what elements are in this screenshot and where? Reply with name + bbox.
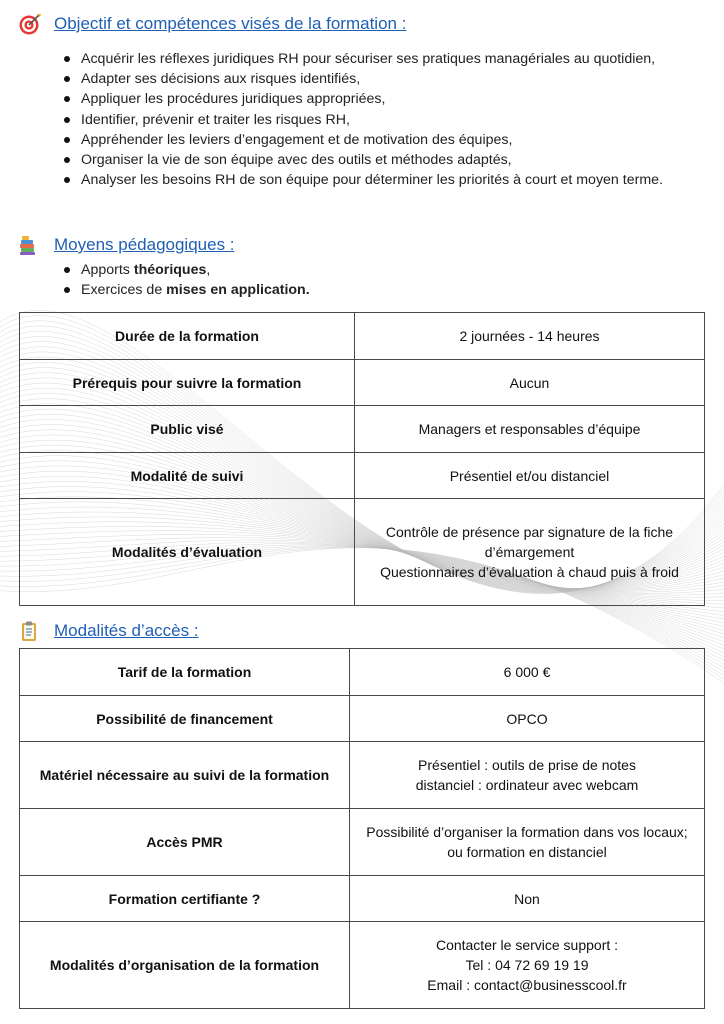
value-line: Non [514,890,540,907]
list-item: Analyser les besoins RH de son équipe pour déterminer les priorités à court et moyen terme. [61,170,695,190]
list-item: Adapter ses décisions aux risques identifiés, [61,69,695,89]
row-label: Modalités d’évaluation [20,499,355,606]
row-label: Public visé [20,406,355,453]
pedagogy-heading [18,233,235,257]
item-text: , [206,262,211,278]
item-bold-text: théoriques [133,262,207,278]
target-icon [18,12,44,36]
row-value [350,809,705,876]
value-line: 6 000 € [503,664,551,680]
row-label: Durée de la formation [20,313,355,360]
table-row [20,406,705,453]
value-line: Aucun [509,374,550,391]
access-title: Modalités d’accès : [54,621,199,640]
table-row [20,649,705,696]
pedagogy-title: Moyens pédagogiques : [54,235,235,254]
value-line: Contacter le service support : [435,937,619,953]
row-value [355,453,705,499]
row-label: Modalités d’organisation de la formation [20,922,350,1009]
row-value [355,499,705,606]
row-label: Possibilité de financement [20,696,350,742]
row-value [350,876,705,922]
item-text: Exercices de [81,282,167,299]
list-item: Organiser la vie de son équipe avec des outils et méthodes adaptés, [61,150,695,170]
table-row [20,360,705,406]
objectives-heading [18,12,406,36]
row-label: Accès PMR [20,809,350,876]
row-value [350,742,705,809]
row-label: Tarif de la formation [20,649,350,696]
list-item [61,280,661,300]
value-line: Managers et responsables d’équipe [418,421,641,437]
table-row [20,453,705,499]
list-item: Acquérir les réflexes juridiques RH pour sécuriser ses pratiques managériales au quotidien, [61,49,695,69]
row-label: Prérequis pour suivre la formation [20,360,355,406]
value-line: Questionnaires d’évaluation à chaud puis à froid [380,564,679,580]
access-heading [18,619,199,643]
list-item: Appréhender les leviers d’engagement et de motivation des équipes, [61,130,695,150]
table-row [20,499,705,606]
item-text: Apports [81,262,134,278]
table-row [20,742,705,809]
row-value [355,360,705,406]
row-label: Modalité de suivi [20,453,355,499]
table-row [20,922,705,1009]
item-bold-text: mises en application. [166,282,310,299]
objectives-title: Objectif et compétences visés de la formation : [54,14,407,33]
books-icon [18,233,44,257]
table-row [20,876,705,922]
value-line: Présentiel et/ou distanciel [449,467,610,484]
value-line: Tel : 04 72 69 19 19 [465,957,589,973]
list-item [61,260,661,280]
value-line: distanciel : ordinateur avec webcam [415,777,639,793]
value-line: 2 journées - 14 heures [459,328,600,344]
row-value [350,649,705,696]
value-line: Contrôle de présence par signature de la fiche d’émargement [385,524,674,560]
row-value [350,922,705,1009]
row-value [355,313,705,360]
table-row [20,809,705,876]
row-label: Formation certifiante ? [20,876,350,922]
pedagogy-list [61,260,661,300]
row-value [350,696,705,742]
table-row [20,313,705,360]
table-row [20,696,705,742]
row-label: Matériel nécessaire au suivi de la formation [20,742,350,809]
training-details-table [19,312,705,606]
access-details-table [19,648,705,1009]
value-line: Présentiel : outils de prise de notes [418,757,636,773]
row-value [355,406,705,453]
objectives-list [61,49,695,190]
list-item: Identifier, prévenir et traiter les risques RH, [61,110,695,130]
value-line: Email : contact@businesscool.fr [427,977,627,993]
clipboard-icon [18,619,44,643]
list-item: Appliquer les procédures juridiques appropriées, [61,89,695,109]
value-line: OPCO [506,710,548,727]
value-line: Possibilité d’organiser la formation dans vos locaux; ou formation en distanciel [366,824,688,860]
